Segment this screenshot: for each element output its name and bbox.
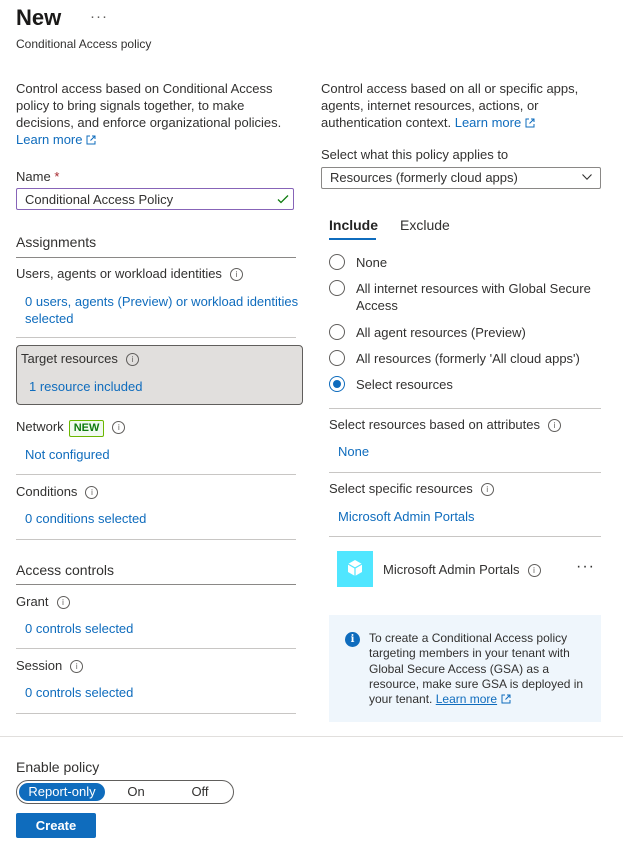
- cube-icon: [337, 551, 373, 587]
- access-controls-heading: Access controls: [16, 562, 115, 578]
- left-learn-more-link[interactable]: Learn more: [16, 132, 96, 147]
- assignments-divider: [16, 257, 296, 258]
- checkmark-icon: [277, 193, 289, 205]
- specific-resources-label: Select specific resources i: [329, 481, 494, 496]
- radio-all-internet-resources-label: All internet resources with Global Secure Access: [356, 281, 591, 313]
- info-icon[interactable]: i: [85, 486, 98, 499]
- divider: [16, 648, 296, 649]
- dropdown-value: Resources (formerly cloud apps): [330, 170, 518, 185]
- footer-divider: [0, 736, 623, 737]
- target-resources-label: Target resources i: [21, 351, 139, 366]
- radio-none[interactable]: [329, 254, 345, 270]
- grant-label: Grant i: [16, 594, 70, 609]
- required-asterisk: *: [54, 169, 60, 184]
- assignments-heading: Assignments: [16, 234, 97, 250]
- attributes-link[interactable]: None: [338, 444, 370, 459]
- enable-policy-label: Enable policy: [16, 759, 100, 775]
- specific-resources-link[interactable]: Microsoft Admin Portals: [338, 509, 475, 524]
- tab-include[interactable]: Include: [329, 217, 379, 233]
- create-button[interactable]: Create: [16, 813, 96, 838]
- info-icon[interactable]: i: [230, 268, 243, 281]
- network-label: Network NEW i: [16, 419, 125, 437]
- toggle-off[interactable]: Off: [191, 784, 209, 799]
- external-link-icon: [525, 118, 535, 128]
- radio-select-resources-label: Select resources: [356, 377, 453, 392]
- radio-all-agent-resources-label: All agent resources (Preview): [356, 325, 526, 340]
- info-icon[interactable]: i: [70, 660, 83, 673]
- left-intro-text: Control access based on Conditional Access policy to bring signals together, to make decisions, and enforce organizational policies.: [16, 81, 282, 130]
- resource-tile: [337, 551, 373, 587]
- toggle-report-only[interactable]: Report-only: [19, 783, 105, 801]
- info-icon[interactable]: i: [126, 353, 139, 366]
- applies-to-label: Select what this policy applies to: [321, 147, 509, 162]
- note-message: To create a Conditional Access policy targeting members in your tenant with Global Secure Access (GSA) as a resource, make sure GSA is deployed in your tenant.: [369, 631, 584, 707]
- session-link[interactable]: 0 controls selected: [25, 685, 134, 700]
- page-subtitle: Conditional Access policy: [16, 37, 152, 51]
- name-label: Name *: [16, 169, 60, 184]
- radio-all-internet-resources[interactable]: [329, 280, 345, 296]
- right-intro: [321, 80, 606, 131]
- divider: [16, 337, 296, 338]
- right-learn-more-link[interactable]: Learn more: [455, 115, 535, 130]
- right-intro-text: Control access based on all or specific apps, agents, internet resources, actions, or authentication context.: [321, 81, 579, 130]
- toggle-on[interactable]: On: [127, 784, 145, 799]
- new-badge: NEW: [69, 420, 105, 437]
- radio-all-resources-label: All resources (formerly 'All cloud apps'): [356, 351, 580, 366]
- users-label: Users, agents or workload identities i: [16, 266, 243, 281]
- divider: [329, 472, 601, 473]
- external-link-icon: [86, 135, 96, 145]
- active-tab-indicator: [329, 238, 376, 240]
- conditions-label: Conditions i: [16, 484, 98, 499]
- attributes-label: Select resources based on attributes i: [329, 417, 561, 432]
- divider: [16, 713, 296, 714]
- resource-more-icon[interactable]: ···: [576, 558, 595, 575]
- page-title: New: [16, 5, 62, 30]
- resource-item-name: Microsoft Admin Portals i: [383, 562, 541, 577]
- info-icon[interactable]: i: [112, 421, 125, 434]
- info-icon[interactable]: i: [57, 596, 70, 609]
- target-resources-link[interactable]: 1 resource included: [29, 379, 143, 394]
- info-filled-icon: i: [345, 632, 360, 647]
- radio-select-resources[interactable]: [329, 376, 345, 392]
- note-learn-more-link[interactable]: Learn more: [435, 692, 498, 707]
- divider: [329, 408, 601, 409]
- divider: [16, 539, 296, 540]
- left-intro: [16, 80, 286, 148]
- external-link-icon: [501, 694, 511, 704]
- more-options-icon[interactable]: ···: [90, 8, 108, 25]
- session-label: Session i: [16, 658, 83, 673]
- info-icon[interactable]: i: [548, 419, 561, 432]
- chevron-down-icon: [582, 174, 592, 180]
- info-icon[interactable]: i: [528, 564, 541, 577]
- applies-to-dropdown[interactable]: [321, 167, 601, 189]
- policy-name-input[interactable]: [16, 188, 294, 210]
- users-selection-link[interactable]: 0 users, agents (Preview) or workload identities selected: [25, 294, 299, 326]
- radio-none-label: None: [356, 255, 388, 270]
- conditions-link[interactable]: 0 conditions selected: [25, 511, 147, 526]
- enable-policy-toggle[interactable]: [16, 780, 234, 804]
- info-note-text: [369, 631, 591, 707]
- divider: [16, 474, 296, 475]
- access-controls-divider: [16, 584, 296, 585]
- grant-link[interactable]: 0 controls selected: [25, 621, 134, 636]
- network-link[interactable]: Not configured: [25, 447, 110, 462]
- tab-exclude[interactable]: Exclude: [400, 217, 450, 233]
- radio-all-agent-resources[interactable]: [329, 324, 345, 340]
- info-icon[interactable]: i: [481, 483, 494, 496]
- radio-all-resources[interactable]: [329, 350, 345, 366]
- divider: [329, 536, 601, 537]
